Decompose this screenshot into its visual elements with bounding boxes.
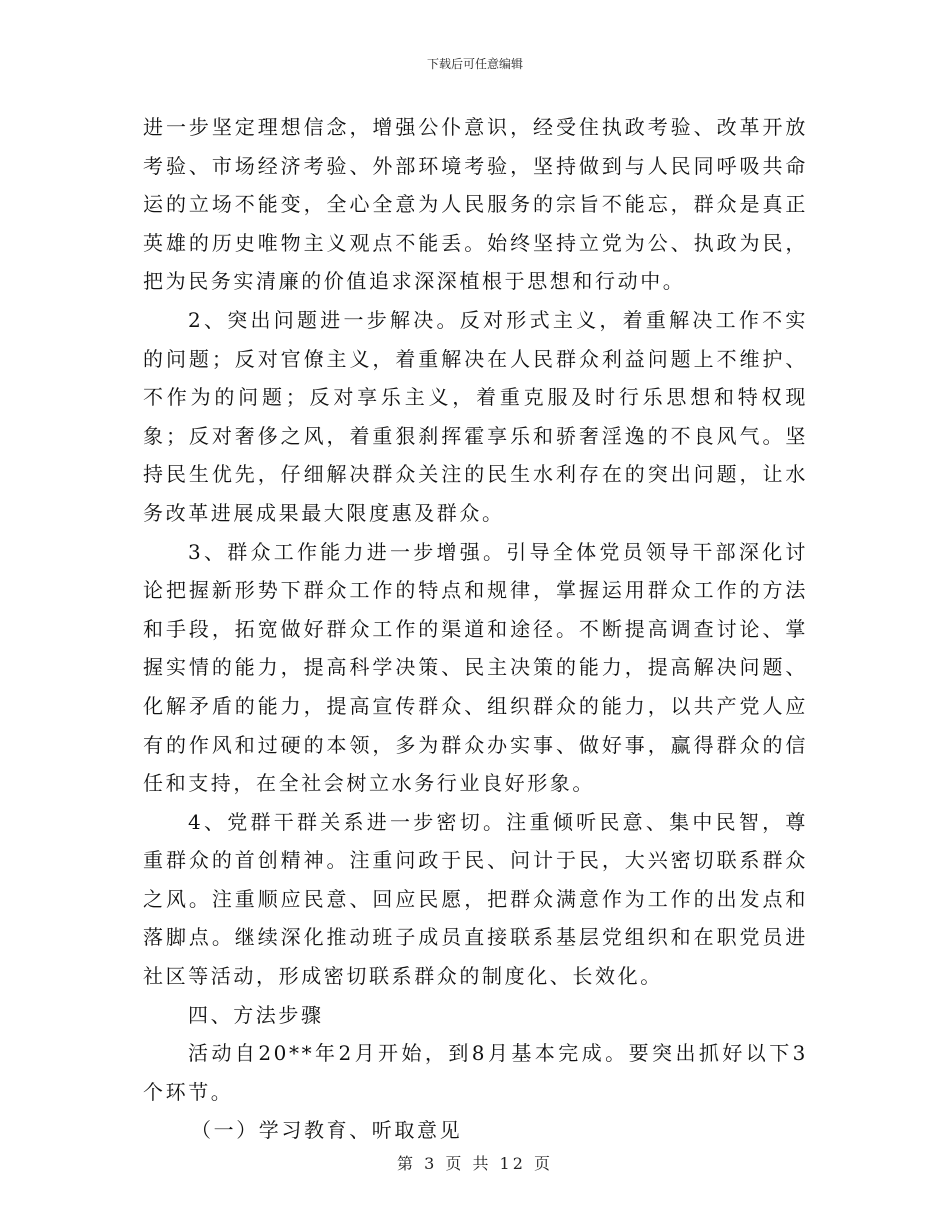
document-body bbox=[143, 108, 808, 1150]
section-heading-methods: 四、方法步骤 bbox=[188, 1002, 324, 1027]
paragraph-item-2: 2、突出问题进一步解决。反对形式主义，着重解决工作不实的问题；反对官僚主义，着重解决在人民群众利益问题上不维护、不作为的问题；反对享乐主义，着重克服及时行乐思想和特权现象；反对奢侈之风，着重狠刹挥霍享乐和骄奢淫逸的不良风气。坚持民生优先，仔细解决群众关注的民生水利存在的突出问题，让水务改革进展成果最大限度惠及群众。 bbox=[143, 307, 808, 525]
paragraph-schedule: 活动自20**年2月开始，到8月基本完成。要突出抓好以下3个环节。 bbox=[143, 1041, 808, 1104]
paragraph-item-4: 4、党群干群关系进一步密切。注重倾听民意、集中民智，尊重群众的首创精神。注重问政于民、问计于民，大兴密切联系群众之风。注重顺应民意、回应民愿，把群众满意作为工作的出发点和落脚点。继续深化推动班子成员直接联系基层党组织和在职党员进社区等活动，形成密切联系群众的制度化、长效化。 bbox=[143, 809, 808, 989]
paragraph-continued: 进一步坚定理想信念，增强公仆意识，经受住执政考验、改革开放考验、市场经济考验、外部环境考验，坚持做到与人民同呼吸共命运的立场不能变，全心全意为人民服务的宗旨不能忘，群众是真正英雄的历史唯物主义观点不能丢。始终坚持立党为公、执政为民，把为民务实清廉的价值追求深深植根于思想和行动中。 bbox=[143, 115, 808, 294]
paragraph-item-3: 3、群众工作能力进一步增强。引导全体党员领导干部深化讨论把握新形势下群众工作的特点和规律，掌握运用群众工作的方法和手段，拓宽做好群众工作的渠道和途径。不断提高调查讨论、掌握实情的能力，提高科学决策、民主决策的能力，提高解决问题、化解矛盾的能力，提高宣传群众、组织群众的能力，以共产党人应有的作风和过硬的本领，多为群众办实事、做好事，赢得群众的信任和支持，在全社会树立水务行业良好形象。 bbox=[143, 539, 808, 796]
page-header-note: 下载后可任意编辑 bbox=[426, 57, 523, 71]
subsection-heading-study: （一）学习教育、听取意见 bbox=[191, 1118, 463, 1143]
page-number: 第 3 页 共 12 页 bbox=[397, 1154, 553, 1173]
